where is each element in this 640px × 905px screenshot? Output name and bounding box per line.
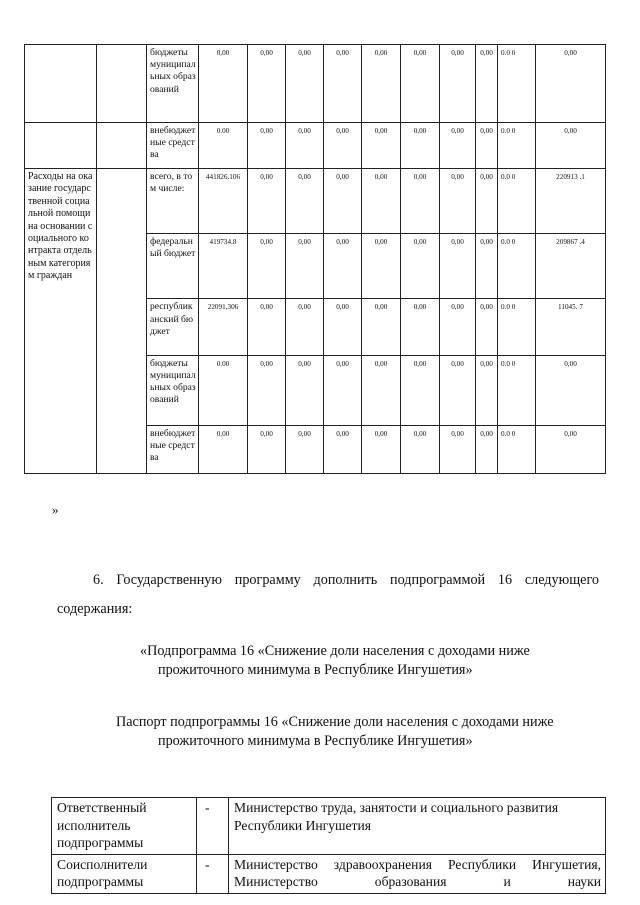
year-value: 0,00 (248, 299, 286, 356)
total-value: 0.00 (199, 355, 248, 425)
total-value: 22091,306 (199, 299, 248, 356)
year-value: 0,00 (286, 45, 324, 123)
passport-row (52, 854, 606, 893)
funding-source: республиканский бюджет (147, 299, 199, 356)
passport-title-line1: Паспорт подпрограммы 16 «Снижение доли населения с доходами ниже (116, 714, 554, 730)
year-value: 0,00 (286, 234, 324, 299)
total-value: 0,00 (199, 45, 248, 123)
year-value: 0,00 (324, 355, 362, 425)
year-value: 0,00 (440, 234, 476, 299)
passport-title (116, 713, 596, 751)
passport-dash: - (197, 798, 229, 855)
closing-quote: » (52, 502, 59, 517)
section-cell (25, 123, 97, 169)
funding-source: всего, в том числе: (147, 169, 199, 234)
year-value: 0.0 0 (498, 234, 536, 299)
year-value: 0,00 (476, 123, 498, 169)
year-value: 0,00 (440, 355, 476, 425)
year-value: 209867 .4 (536, 234, 606, 299)
year-value: 0,00 (401, 45, 440, 123)
code-cell (97, 123, 147, 169)
year-value: 0,00 (248, 169, 286, 234)
year-value: 0,00 (440, 169, 476, 234)
year-value: 0,00 (476, 425, 498, 473)
year-value: 0,00 (536, 45, 606, 123)
year-value: 0,00 (362, 299, 401, 356)
year-value: 0,00 (476, 169, 498, 234)
year-value: 0,00 (476, 234, 498, 299)
section-cell (25, 45, 97, 123)
year-value: 0,00 (362, 234, 401, 299)
passport-label: Ответственный исполнитель подпрограммы (52, 798, 197, 855)
year-value: 0,00 (476, 299, 498, 356)
year-value: 0,00 (324, 45, 362, 123)
budget-table (24, 44, 606, 474)
year-value: 0,00 (248, 234, 286, 299)
passport-table (51, 797, 606, 894)
year-value: 0,00 (248, 123, 286, 169)
funding-source: федеральный бюджет (147, 234, 199, 299)
year-value: 0,00 (362, 425, 401, 473)
year-value: 0,00 (362, 123, 401, 169)
year-value: 0.0 0 (498, 169, 536, 234)
year-value: 0,00 (440, 299, 476, 356)
funding-source: бюджеты муниципальных образований (147, 355, 199, 425)
amendment-paragraph: 6. Государственную программу дополнить подпрограммой 16 следующего содержания: (57, 572, 599, 617)
year-value: 0,00 (440, 425, 476, 473)
year-value: 0,00 (536, 123, 606, 169)
budget-row (25, 169, 606, 234)
funding-source: внебюджетные средства (147, 123, 199, 169)
section-name: Расходы на оказание государственной социальной помощи на основании социального контракта отдельным категориям граждан (25, 169, 97, 474)
code-cell (97, 45, 147, 123)
year-value: 0,00 (401, 299, 440, 356)
year-value: 0,00 (248, 355, 286, 425)
year-value: 11045. 7 (536, 299, 606, 356)
year-value: 0,00 (286, 425, 324, 473)
year-value: 0,00 (248, 425, 286, 473)
year-value: 0,00 (440, 123, 476, 169)
total-value: 441826.106 (199, 169, 248, 234)
year-value: 0,00 (476, 355, 498, 425)
year-value: 0,00 (401, 425, 440, 473)
year-value: 0,00 (401, 234, 440, 299)
funding-source: бюджеты муниципальных образований (147, 45, 199, 123)
year-value: 0,00 (324, 169, 362, 234)
year-value: 220913 .1 (536, 169, 606, 234)
year-value: 0,00 (324, 299, 362, 356)
year-value: 0,00 (401, 355, 440, 425)
passport-row (52, 798, 606, 855)
subprogram-title-line2: прожиточного минимума в Республике Ингушетия» (158, 662, 473, 678)
passport-title-line2: прожиточного минимума в Республике Ингушетия» (158, 733, 473, 749)
year-value: 0,00 (440, 45, 476, 123)
year-value: 0,00 (476, 45, 498, 123)
code-cell (97, 169, 147, 474)
year-value: 0,00 (286, 299, 324, 356)
passport-value: Министерство здравоохранения Республики Ингушетия, Министерство образования и науки (229, 854, 606, 893)
total-value: 0.00 (199, 123, 248, 169)
year-value: 0,00 (362, 45, 401, 123)
year-value: 0,00 (401, 169, 440, 234)
funding-source: внебюджетные средства (147, 425, 199, 473)
year-value: 0,00 (286, 355, 324, 425)
year-value: 0,00 (248, 45, 286, 123)
total-value: 0,00 (199, 425, 248, 473)
year-value: 0,00 (536, 425, 606, 473)
year-value: 0,00 (362, 355, 401, 425)
year-value: 0.0 0 (498, 299, 536, 356)
year-value: 0,00 (324, 425, 362, 473)
budget-row (25, 123, 606, 169)
year-value: 0,00 (401, 123, 440, 169)
budget-row (25, 45, 606, 123)
year-value: 0,00 (324, 234, 362, 299)
year-value: 0,00 (362, 169, 401, 234)
passport-dash: - (197, 854, 229, 893)
passport-label: Соисполнители подпрограммы (52, 854, 197, 893)
year-value: 0.0 0 (498, 45, 536, 123)
total-value: 419734.8 (199, 234, 248, 299)
subprogram-title (140, 642, 580, 680)
subprogram-title-line1: «Подпрограмма 16 «Снижение доли населения с доходами ниже (140, 643, 530, 659)
year-value: 0.0 0 (498, 355, 536, 425)
year-value: 0,00 (536, 355, 606, 425)
year-value: 0,00 (286, 169, 324, 234)
year-value: 0,00 (286, 123, 324, 169)
passport-value: Министерство труда, занятости и социального развития Республики Ингушетия (229, 798, 606, 855)
year-value: 0,00 (324, 123, 362, 169)
year-value: 0.0 0 (498, 123, 536, 169)
year-value: 0.0 0 (498, 425, 536, 473)
